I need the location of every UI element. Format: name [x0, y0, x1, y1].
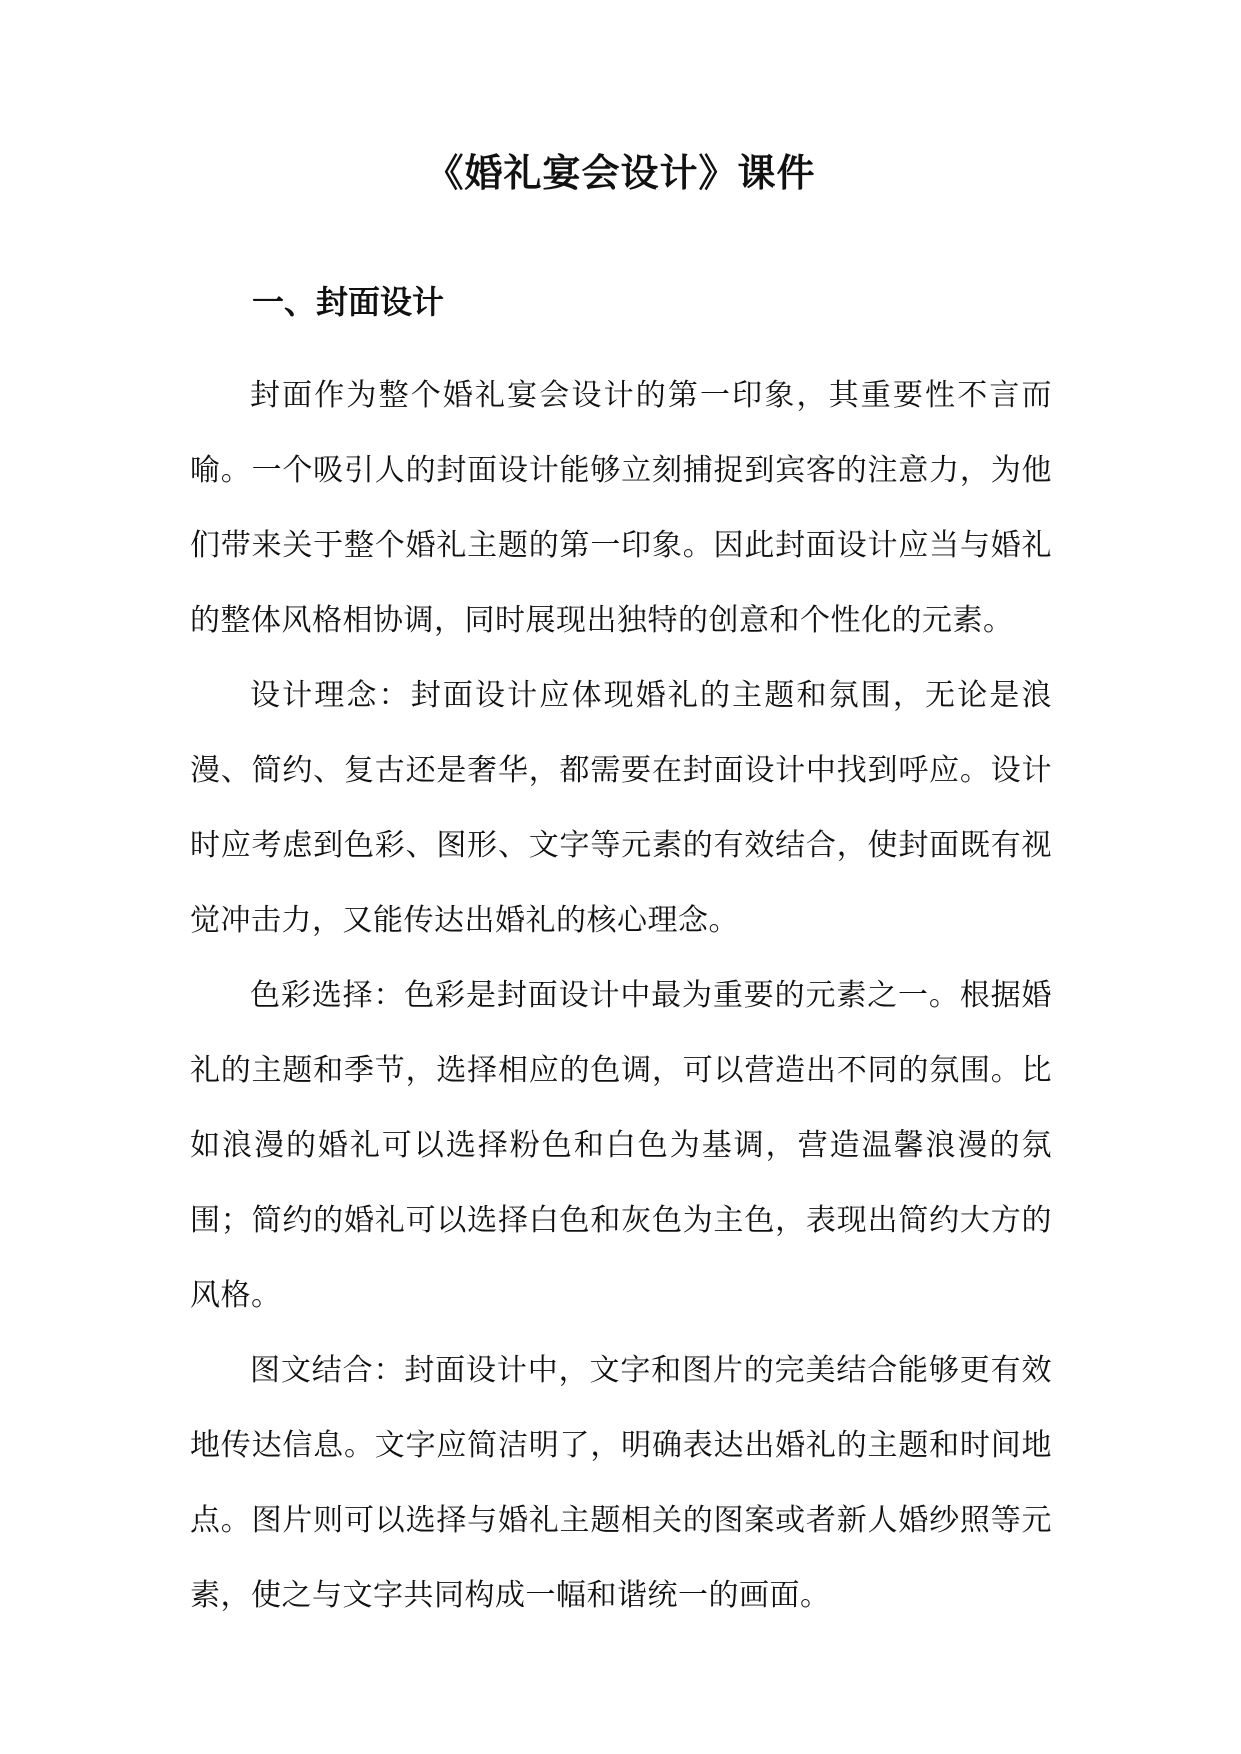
paragraph-text-image: 图文结合：封面设计中，文字和图片的完美结合能够更有效地传达信息。文字应简洁明了，明确表达出婚礼的主题和时间地点。图片则可以选择与婚礼主题相关的图案或者新人婚纱照等元素，使之与文字共同构成一幅和谐统一的画面。: [190, 1353, 1052, 1613]
section-body: [190, 358, 1052, 1633]
section-heading: 一、封面设计: [252, 283, 445, 321]
paragraph-design-concept: 设计理念：封面设计应体现婚礼的主题和氛围，无论是浪漫、简约、复古还是奢华，都需要在封面设计中找到呼应。设计时应考虑到色彩、图形、文字等元素的有效结合，使封面既有视觉冲击力，又能传达出婚礼的核心理念。: [190, 678, 1052, 938]
paragraph-color-selection: 色彩选择：色彩是封面设计中最为重要的元素之一。根据婚礼的主题和季节，选择相应的色调，可以营造出不同的氛围。比如浪漫的婚礼可以选择粉色和白色为基调，营造温馨浪漫的氛围；简约的婚礼可以选择白色和灰色为主色，表现出简约大方的风格。: [190, 978, 1052, 1313]
document-title: 《婚礼宴会设计》课件: [425, 151, 816, 195]
paragraph-intro: 封面作为整个婚礼宴会设计的第一印象，其重要性不言而喻。一个吸引人的封面设计能够立刻捕捉到宾客的注意力，为他们带来关于整个婚礼主题的第一印象。因此封面设计应当与婚礼的整体风格相协调，同时展现出独特的创意和个性化的元素。: [190, 378, 1052, 638]
